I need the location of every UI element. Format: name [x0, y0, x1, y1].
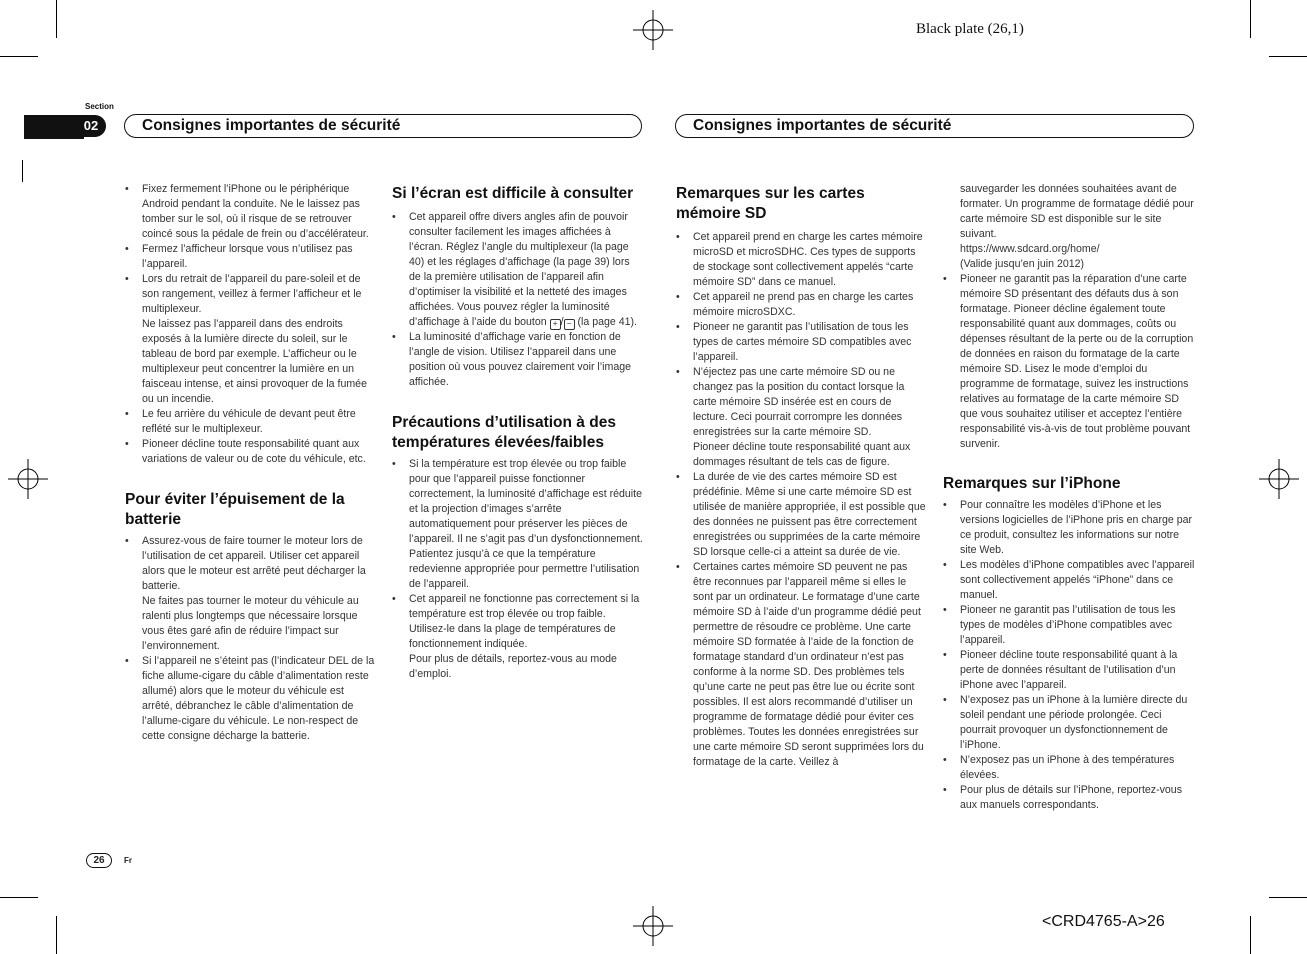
crop-mark	[56, 0, 57, 38]
column-4	[943, 182, 1195, 813]
page-number: 26	[86, 853, 112, 868]
list-item-text: Cet appareil offre divers angles afin de pouvoir consulter facilement les images affichées à l’écran. Réglez l’angle du multiplexeur (la page 40) et les réglages d’affichage (la page 39) lors de la première utilisation de l’appareil afin d’optimiser la visibilité et la netteté des images affichées. Vous pouvez régler la luminosité d’affichage à l’aide du bouton	[409, 211, 630, 328]
list-item: • Fixez fermement l’iPhone ou le périphérique Android pendant la conduite. Ne le laissez pas tomber sur le sol, où il risque de se retrouver coincé sous la pédale de frein ou d’accélérateur.	[125, 182, 375, 242]
paragraph: Ne laissez pas l’appareil dans des endroits exposés à la lumière directe du soleil, sur le tableau de bord par exemple. L’afficheur ou le multiplexeur peut concentrer la lumière en un faisceau intense, et ainsi provoquer de la fumée ou un incendie.	[142, 318, 367, 405]
list-item: • Pioneer ne garantit pas la réparation d’une carte mémoire SD présentant des défauts dus à son formatage. Pioneer décline également toute responsabilité quant aux dommages, coûts ou dépenses résultant de la perte ou de la corruption de données en raison du formatage de la carte mémoire SD. Lisez le mode d’emploi du programme de formatage, suivez les instructions relatives au formatage de la carte mémoire SD que vous souhaitez utiliser et acceptez l’entière responsabilité vis-à-vis de tout problème pouvant survenir.	[943, 272, 1195, 452]
document-code: <CRD4765-A>26	[1042, 913, 1165, 930]
registration-mark-icon	[633, 10, 673, 50]
crop-mark	[22, 160, 23, 182]
list-item: • Les modèles d’iPhone compatibles avec l’appareil sont collectivement appelés “iPhone” dans ce manuel.	[943, 558, 1195, 603]
crop-mark	[56, 916, 57, 954]
list-item: • Si la température est trop élevée ou trop faible pour que l’appareil puisse fonctionner correctement, la luminosité d’affichage est réduite et la projection d’images s’arrête automatiquement pour préserver les pièces de l’appareil. Il ne s’agit pas d’un dysfonctionnement. Patientez jusqu’à ce que la température redevienne appropriée pour permettre l’utilisation de l’appareil.	[392, 457, 644, 592]
list-item: • Cet appareil prend en charge les cartes mémoire microSD et microSDHC. Ces types de supports de stockage sont collectivement appelés “carte mémoire SD” dans ce manuel.	[676, 230, 928, 290]
page-header-right: Consignes importantes de sécurité	[675, 114, 1194, 138]
bullet-list	[676, 470, 928, 770]
list-item: • Certaines cartes mémoire SD peuvent ne pas être reconnues par l’appareil même si elles le sont par un ordinateur. Le formatage d’une carte mémoire SD à l’aide d’un programme dédié peut permettre de résoudre ce problème. Une carte mémoire SD formatée à l’aide de la fonction de formatage standard d’un ordinateur n’est pas conforme à la norme SD. Des problèmes tels qu’une carte ne peut pas être lue ou écrite sont possibles. Il est alors recommandé d’utiliser un programme de formatage dédié pour éviter ces problèmes. Toutes les données enregistrées sur une carte mémoire SD seront supprimées lors du formatage de la carte. Veillez à	[676, 560, 928, 770]
list-item: • Assurez-vous de faire tourner le moteur lors de l’utilisation de cet appareil. Utiliser cet appareil alors que le moteur est arrêté peut décharger la batterie.	[125, 534, 375, 594]
section-heading: Si l’écran est difficile à consulter	[392, 185, 634, 202]
bullet-list	[943, 498, 1195, 813]
bullet-list	[943, 272, 1195, 452]
column-2	[392, 184, 644, 682]
registration-mark-icon	[1259, 459, 1299, 499]
list-item: • Cet appareil ne fonctionne pas correctement si la température est trop élevée ou trop faible. Utilisez-le dans la plage de températures de fonctionnement indiquée.	[392, 592, 644, 652]
section-label: Section	[85, 102, 114, 111]
plate-label: Black plate (26,1)	[916, 21, 1024, 37]
list-item: • Cet appareil ne prend pas en charge les cartes mémoire microSDXC.	[676, 290, 928, 320]
column-1	[125, 182, 375, 744]
bullet-list	[676, 230, 928, 440]
minus-button-icon: −	[564, 319, 575, 330]
paragraph: Pioneer décline toute responsabilité quant aux dommages résultant de tels cas de figure.	[693, 441, 911, 468]
registration-mark-icon	[633, 906, 673, 946]
list-item: • Cet appareil offre divers angles afin de pouvoir consulter facilement les images affichées à l’écran. Réglez l’angle du multiplexeur (la page 40) et les réglages d’affichage (la page 39) lors de la première utilisation de l’appareil afin d’optimiser la visibilité et la netteté des images affichées. Vous pouvez régler la luminosité d’affichage à l’aide du bouton + / − (la page 41).	[392, 210, 644, 330]
section-number: 02	[76, 115, 106, 137]
list-item: • Le feu arrière du véhicule de devant peut être reflété sur le multiplexeur.	[125, 407, 375, 437]
language-code: Fr	[124, 856, 132, 865]
section-heading: Précautions d’utilisation à des températures élevées/faibles	[392, 414, 616, 451]
paragraph: Ne faites pas tourner le moteur du véhicule au ralenti plus longtemps que nécessaire lorsque vous êtes garé afin de réduire l’impact sur l’environnement.	[142, 595, 359, 652]
section-heading: Remarques sur les cartes mémoire SD	[676, 185, 865, 222]
list-item: • Pioneer ne garantit pas l’utilisation de tous les types de modèles d’iPhone compatibles avec l’appareil.	[943, 603, 1195, 648]
list-item: • La luminosité d’affichage varie en fonction de l’angle de vision. Utilisez l’appareil dans une position où vous pouvez clairement voir l’image affichée.	[392, 330, 644, 390]
crop-mark	[1250, 0, 1251, 38]
list-item: • La durée de vie des cartes mémoire SD est prédéfinie. Même si une carte mémoire SD est utilisée de manière appropriée, il est possible que des données ne puissent pas être correctement enregistrées ou supprimées de la carte mémoire SD lorsque celle-ci a atteint sa durée de vie.	[676, 470, 928, 560]
crop-mark	[1269, 897, 1307, 898]
crop-mark	[0, 56, 38, 57]
list-item: • Si l’appareil ne s’éteint pas (l’indicateur DEL de la fiche allume-cigare du câble d’alimentation reste allumé) alors que le moteur du véhicule est arrêté, débranchez le câble d’alimentation de l’allume-cigare du véhicule. Le non-respect de cette consigne décharge la batterie.	[125, 654, 375, 744]
crop-mark	[1269, 56, 1307, 57]
bullet-list	[392, 457, 644, 652]
list-item: • Pioneer décline toute responsabilité quant aux variations de valeur ou de cote du véhicule, etc.	[125, 437, 375, 467]
plus-button-icon: +	[550, 319, 561, 330]
list-item: • Pioneer décline toute responsabilité quant à la perte de données résultant de l’utilisation d’un iPhone avec l’appareil.	[943, 648, 1195, 693]
section-heading: Pour éviter l’épuisement de la batterie	[125, 491, 345, 528]
validity-note: (Valide jusqu’en juin 2012)	[960, 258, 1085, 270]
page-header-left: Consignes importantes de sécurité	[124, 114, 642, 138]
crop-mark	[0, 897, 38, 898]
section-heading: Remarques sur l’iPhone	[943, 475, 1121, 492]
list-item-text: (la page 41).	[577, 316, 637, 328]
list-item: • Pour plus de détails sur l’iPhone, reportez-vous aux manuels correspondants.	[943, 783, 1195, 813]
bullet-list	[125, 407, 375, 467]
list-item: • Pour connaître les modèles d’iPhone et les versions logicielles de l’iPhone pris en charge par ce produit, consultez les informations sur notre site Web.	[943, 498, 1195, 558]
list-item: • N’exposez pas un iPhone à la lumière directe du soleil pendant une période prolongée. Ceci pourrait provoquer un dysfonctionnement de l’iPhone.	[943, 693, 1195, 753]
bullet-list	[392, 210, 644, 390]
list-item: • Pioneer ne garantit pas l’utilisation de tous les types de cartes mémoire SD compatibles avec l’appareil.	[676, 320, 928, 365]
list-item: • N’éjectez pas une carte mémoire SD ou ne changez pas la position du contact lorsque la carte mémoire SD insérée est en cours de lecture. Ceci pourrait corrompre les données enregistrées sur la carte mémoire SD.	[676, 365, 928, 440]
column-3	[676, 184, 928, 770]
crop-mark	[1250, 916, 1251, 954]
section-bar	[24, 115, 84, 139]
bullet-list	[125, 654, 375, 744]
paragraph: Pour plus de détails, reportez-vous au mode d’emploi.	[409, 653, 617, 680]
list-item: • Lors du retrait de l’appareil du pare-soleil et de son rangement, veillez à fermer l’afficheur et le multiplexeur.	[125, 272, 375, 317]
bullet-list	[125, 182, 375, 317]
list-item: • N’exposez pas un iPhone à des températures élevées.	[943, 753, 1195, 783]
registration-mark-icon	[8, 459, 48, 499]
paragraph: sauvegarder les données souhaitées avant de formater. Un programme de formatage dédié pour carte mémoire SD est disponible sur le site suivant.	[960, 183, 1194, 240]
url-text: https://www.sdcard.org/home/	[960, 243, 1100, 255]
bullet-list	[125, 534, 375, 594]
list-item: • Fermez l’afficheur lorsque vous n’utilisez pas l’appareil.	[125, 242, 375, 272]
